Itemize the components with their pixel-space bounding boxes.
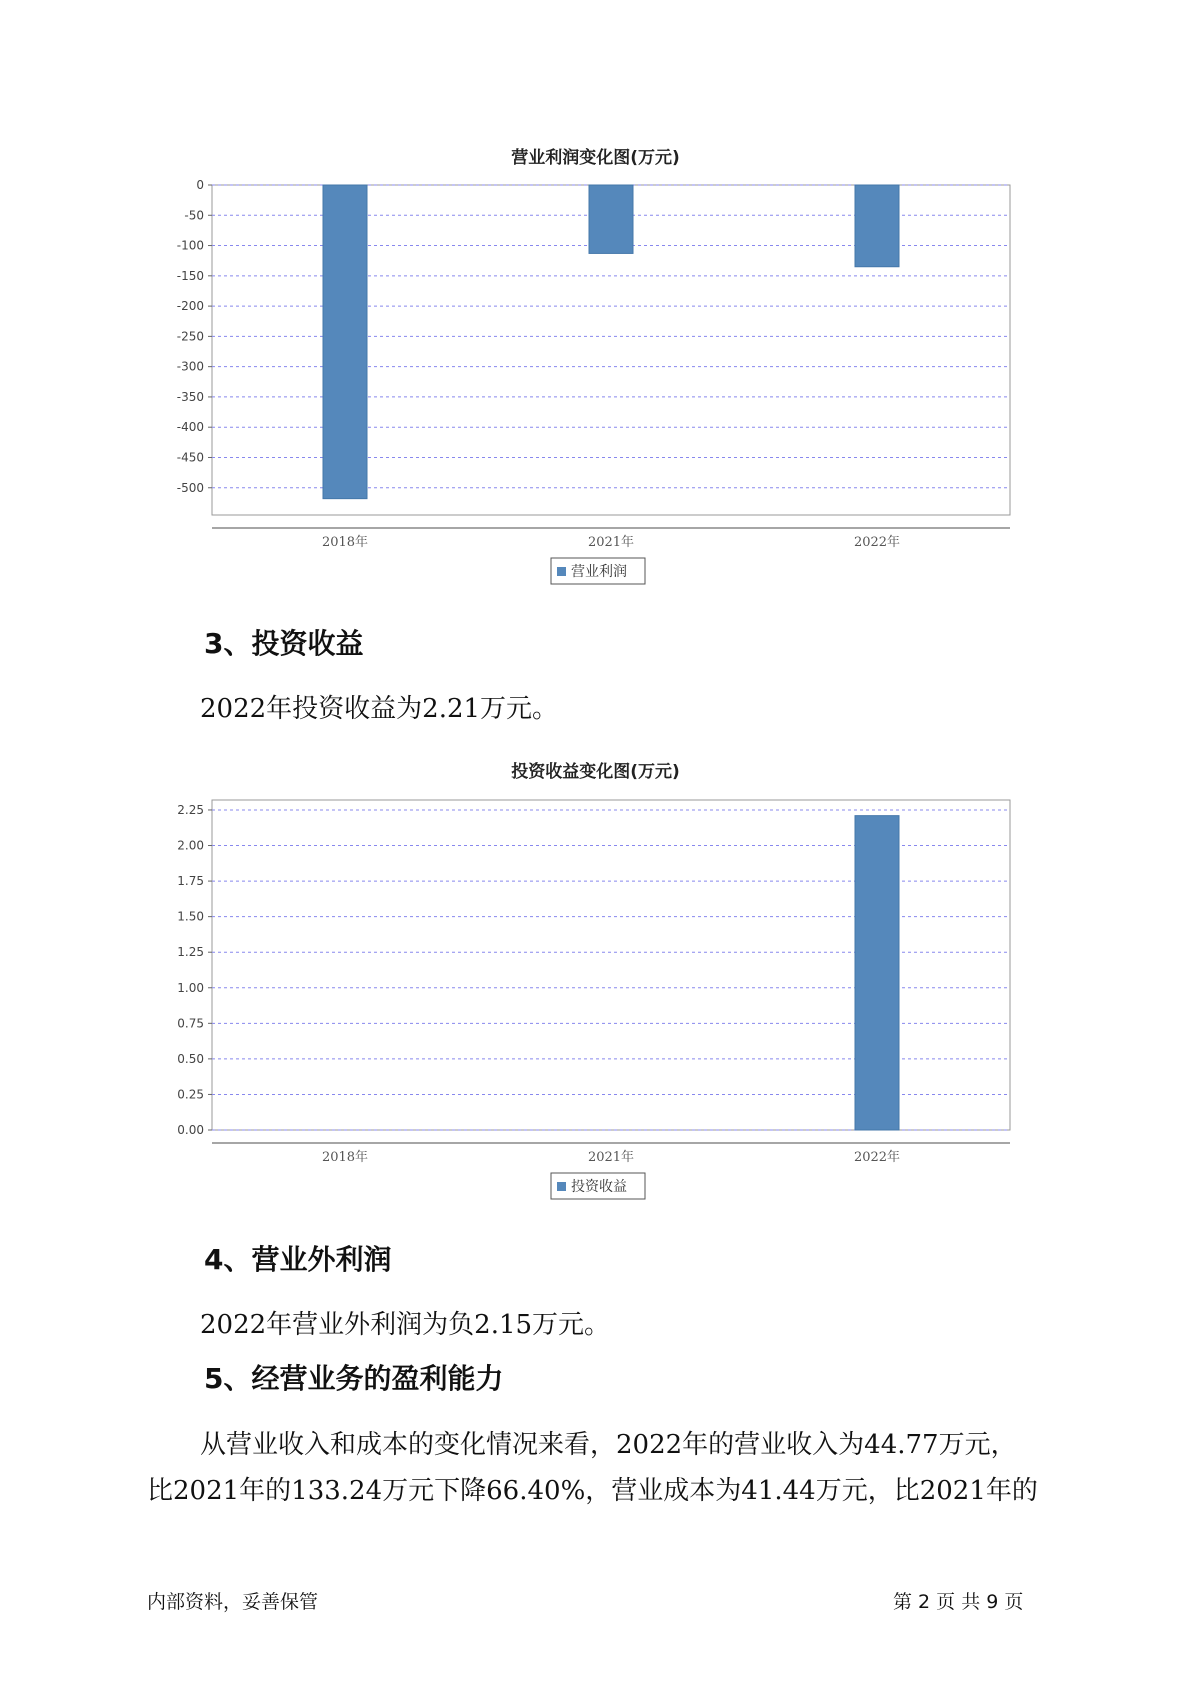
y-tick-label: 2.25 [177,802,204,817]
operating-profit-chart-svg [0,170,1191,590]
y-tick-label: -50 [184,208,204,223]
y-tick-label: 0.25 [177,1087,204,1102]
x-tick-label: 2021年 [587,535,635,550]
y-tick-label: 1.25 [177,945,204,960]
y-tick-label: 1.50 [177,909,204,924]
bar-2022年 [855,185,899,267]
legend-label: 营业利润 [571,564,627,580]
legend-label: 投资收益 [571,1179,627,1195]
section-5-heading: 5、经营业务的盈利能力 [204,1362,504,1395]
chart2-title: 投资收益变化图(万元) [511,762,680,782]
section-4-heading: 4、营业外利润 [204,1243,392,1276]
y-tick-label: -500 [176,480,204,495]
x-tick-label: 2018年 [321,535,369,550]
footer-page-number: 第 2 页 共 9 页 [893,1591,1024,1613]
y-tick-label: -100 [176,238,204,253]
legend-swatch [557,1182,566,1191]
y-tick-label: 0.50 [177,1051,204,1066]
y-tick-label: 0.00 [177,1123,204,1137]
y-tick-label: -300 [176,359,204,374]
x-tick-label: 2021年 [587,1150,635,1165]
bar-2018年 [323,185,367,499]
legend [551,1173,645,1199]
section-4-text: 2022年营业外利润为负2.15万元。 [200,1310,611,1340]
legend [551,558,645,584]
footer-confidential-note: 内部资料，妥善保管 [147,1591,319,1613]
section-5-line-2: 比2021年的133.24万元下降66.40%，营业成本为41.44万元，比2021年的 [147,1476,1038,1506]
y-tick-label: 0.75 [177,1016,204,1031]
section-3-text: 2022年投资收益为2.21万元。 [200,694,559,724]
x-tick-label: 2022年 [853,1150,901,1165]
y-tick-label: 1.75 [177,874,204,889]
y-tick-label: -450 [176,450,204,465]
operating-profit-chart [0,170,1191,590]
y-tick-label: -400 [176,420,204,435]
y-tick-label: -350 [176,389,204,404]
legend-swatch [557,567,566,576]
chart1-title: 营业利润变化图(万元) [511,148,680,168]
investment-income-chart-svg [0,785,1191,1205]
y-tick-label: -250 [176,329,204,344]
y-tick-label: -200 [176,299,204,314]
section-5-line-1: 从营业收入和成本的变化情况来看，2022年的营业收入为44.77万元， [200,1430,1017,1460]
investment-income-chart [0,785,1191,1205]
y-tick-label: -150 [176,268,204,283]
bar-2021年 [589,185,633,253]
bar-2022年 [855,816,899,1130]
section-3-heading: 3、投资收益 [204,627,364,660]
y-tick-label: 0 [196,178,204,192]
y-tick-label: 1.00 [177,980,204,995]
x-tick-label: 2022年 [853,535,901,550]
x-tick-label: 2018年 [321,1150,369,1165]
y-tick-label: 2.00 [177,838,204,853]
